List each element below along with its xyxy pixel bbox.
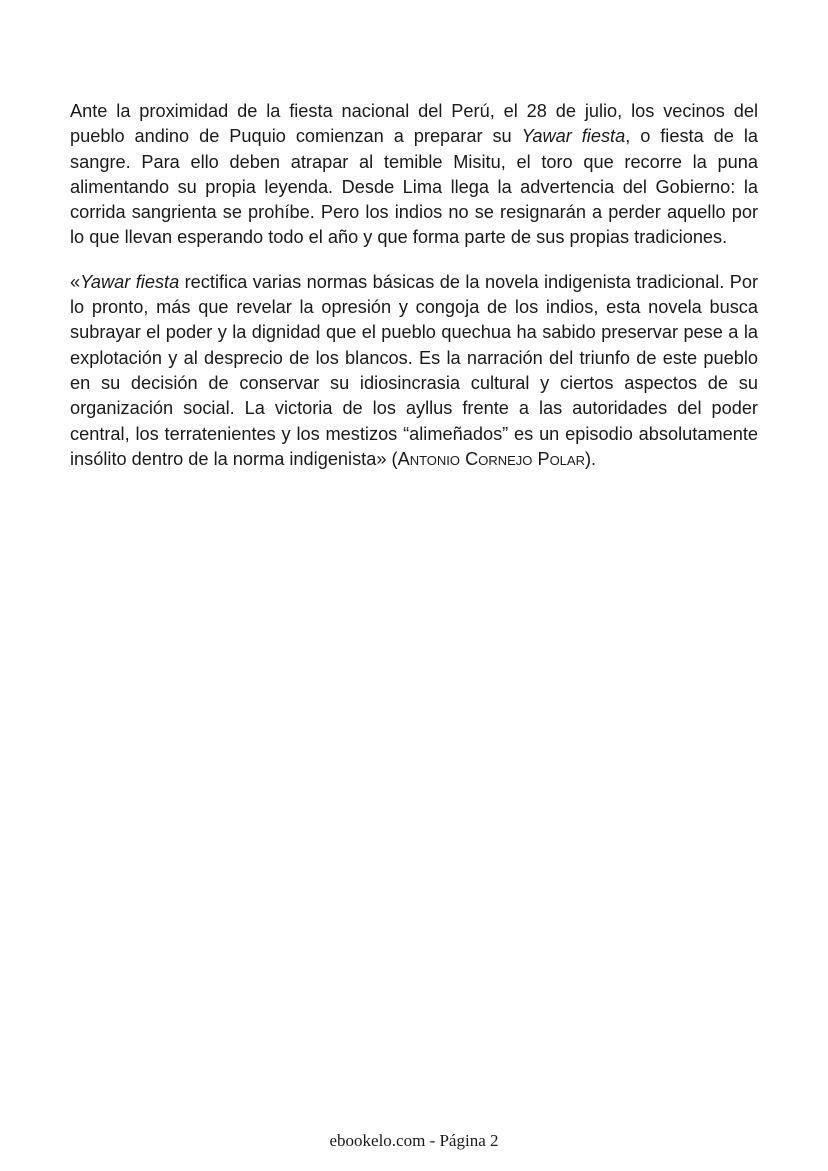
quote-author: Antonio Cornejo Polar bbox=[397, 448, 585, 469]
synopsis-paragraph bbox=[70, 99, 758, 251]
book-title: Yawar fiesta bbox=[521, 126, 626, 147]
text: rectifica varias normas básicas de la novela indigenista tradicional. Por lo pronto, más que revelar la opresión y congoja de los indios, esta novela busca subrayar el poder y la dignidad que el pueblo quechua ha sabido preservar pese a la explotación y al desprecio de los blancos. Es la narración del triunfo de este pueblo en su decisión de conservar su idiosincrasia cultural y ciertos aspectos de su organización social. La victoria de los ayllus frente a las autoridades del poder central, los terratenientes y los mestizos “alimeñados” es un episodio absolutamente insólito dentro de la norma indigenista» ( bbox=[70, 271, 758, 469]
text: , o fiesta de la sangre. Para ello deben atrapar al temible Misitu, el toro que recorre la puna alimentando su propia leyenda. Desde Lima llega la advertencia del Gobierno: la corrida sangrienta se prohíbe. Pero los indios no se resignarán a perder aquello por lo que llevan esperando todo el año y que forma parte de sus propias tradiciones. bbox=[70, 126, 758, 248]
text: « bbox=[70, 271, 81, 292]
body-text bbox=[70, 99, 758, 491]
page-footer: ebookelo.com - Página 2 bbox=[329, 1131, 499, 1150]
text: ). bbox=[584, 448, 597, 469]
quote-paragraph bbox=[70, 270, 758, 472]
text: Ante la proximidad de la fiesta nacional del Perú, el 28 de julio, los vecinos del pueblo andino de Puquio comienzan a preparar su bbox=[70, 101, 758, 147]
book-title: Yawar fiesta bbox=[80, 271, 180, 292]
